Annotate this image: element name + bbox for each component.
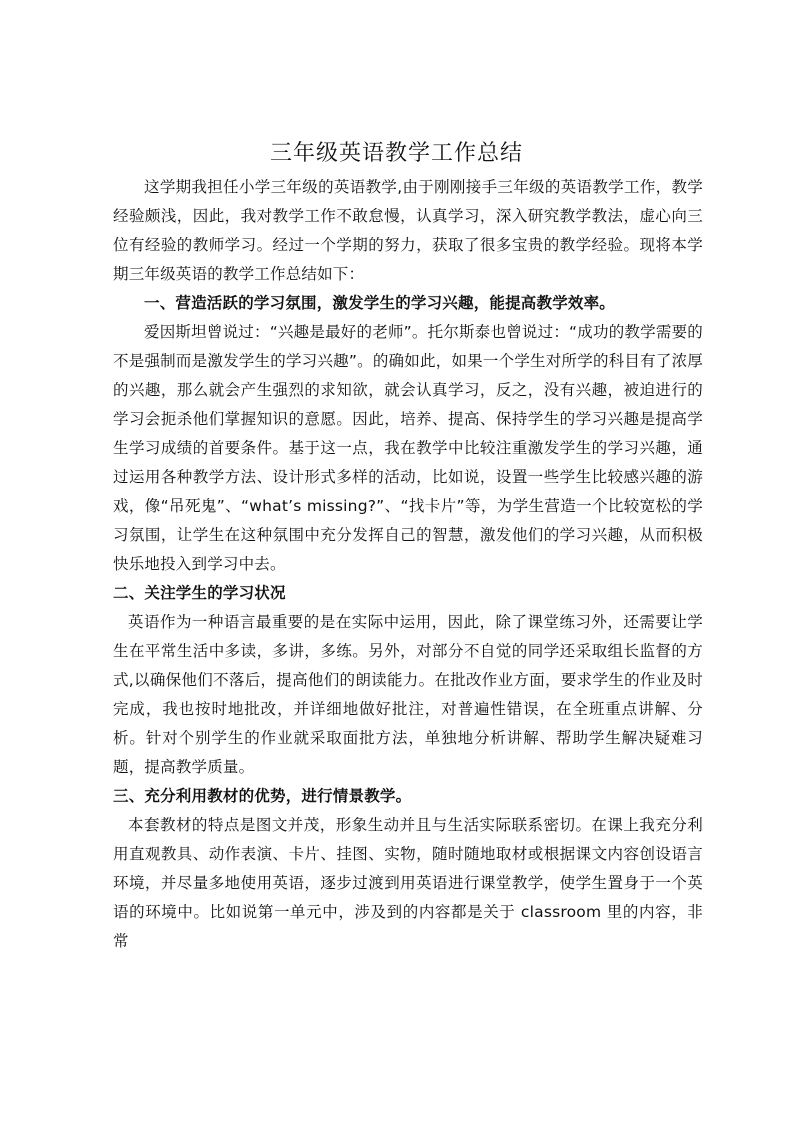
section-heading-1: 一、营造活跃的学习氛围，激发学生的学习兴趣，能提高教学效率。 [144, 294, 616, 312]
section-2-paragraph: 英语作为一种语言最重要的是在实际中运用，因此，除了课堂练习外，还需要让学生在平常生活中多读，多讲，多练。另外，对部分不自觉的同学还采取组长监督的方式,以确保他们不落后，提高他们的朗读能力。在批改作业方面，要求学生的作业及时完成，我也按时地批改，并详细地做好批注，对普遍性错误，在全班重点讲解、分析。针对个别学生的作业就采取面批方法，单独地分析讲解、帮助学生解决疑难习题，提高教学质量。 [113, 613, 703, 776]
section-3-paragraph: 本套教材的特点是图文并茂，形象生动并且与生活实际联系密切。在课上我充分利用直观教具、动作表演、卡片、挂图、实物，随时随地取材或根据课文内容创设语言环境，并尽量多地使用英语，逐步过渡到用英语进行课堂教学，使学生置身于一个英语的环境中。比如说第一单元中，涉及到的内容都是关于 classroom 里的内容，非常 [113, 816, 703, 950]
document-title: 三年级英语教学工作总结 [269, 141, 523, 166]
document-body [113, 173, 703, 956]
section-heading-3: 三、充分利用教材的优势，进行情景教学。 [113, 787, 412, 805]
section-1-paragraph: 爱因斯坦曾说过：“兴趣是最好的老师”。托尔斯泰也曾说过：“成功的教学需要的不是强制而是激发学生的学习兴趣”。的确如此，如果一个学生对所学的科目有了浓厚的兴趣，那么就会产生强烈的求知欲，就会认真学习，反之，没有兴趣，被迫进行的学习会扼杀他们掌握知识的意愿。因此，培养、提高、保持学生的学习兴趣是提高学生学习成绩的首要条件。基于这一点，我在教学中比较注重激发学生的学习兴趣，通过运用各种教学方法、设计形式多样的活动，比如说，设置一些学生比较感兴趣的游戏，像“吊死鬼”、“what’s missing?”、“找卡片”等，为学生营造一个比较宽松的学习氛围，让学生在这种氛围中充分发挥自己的智慧，激发他们的学习兴趣，从而积极快乐地投入到学习中去。 [113, 323, 703, 573]
intro-paragraph: 这学期我担任小学三年级的英语教学,由于刚刚接手三年级的英语教学工作，教学经验颇浅，因此，我对教学工作不敢怠慢，认真学习，深入研究教学教法，虚心向三位有经验的教师学习。经过一个学期的努力，获取了很多宝贵的教学经验。现将本学期三年级英语的教学工作总结如下： [113, 178, 703, 283]
section-heading-2: 二、关注学生的学习状况 [113, 584, 286, 602]
